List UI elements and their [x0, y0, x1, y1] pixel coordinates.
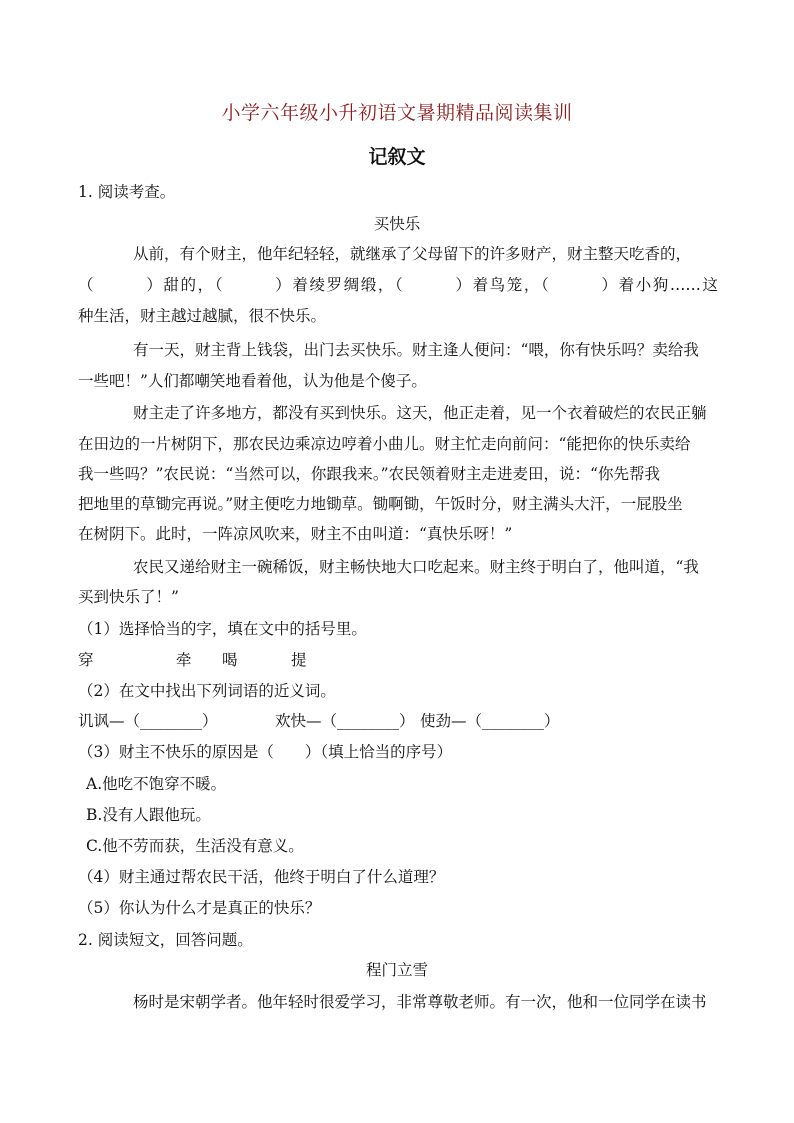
paragraph-line: 在树阴下。此时，一阵凉风吹来，财主不由叫道：“真快乐呀！” [78, 525, 513, 543]
section-title: 记叙文 [368, 146, 426, 168]
option-word: 牵 [176, 651, 192, 669]
choice-b: B.没有人跟他玩。 [86, 806, 211, 824]
sub-question-3: （3）财主不快乐的原因是（ ）（填上恰当的序号） [78, 743, 453, 761]
paragraph-line: 种生活，财主越过越腻，很不快乐。 [78, 307, 327, 325]
sub-question-2: （2）在文中找出下列词语的近义词。 [78, 682, 336, 700]
paragraph-line: 从前，有个财主，他年纪轻轻，就继承了父母留下的许多财产，财主整天吃香的， [133, 245, 692, 263]
paragraph-line: 农民又递给财主一碗稀饭，财主畅快地大口吃起来。财主终于明白了，他叫道，“我 [133, 558, 699, 576]
option-word: 提 [291, 651, 307, 669]
synonym-blank: 使劲—（________） [420, 712, 560, 730]
choice-c: C.他不劳而获，生活没有意义。 [86, 837, 304, 855]
document-title: 小学六年级小升初语文暑期精品阅读集训 [221, 102, 573, 124]
choice-a: A.他吃不饱穿不暖。 [86, 775, 227, 793]
sub-question-5: （5）你认为什么才是真正的快乐？ [78, 899, 321, 917]
story-title: 程门立雪 [365, 961, 428, 979]
paragraph-line: （ ）甜的，（ ）着绫罗绸缎，（ ）着鸟笼，（ ）着小狗……这 [78, 276, 718, 294]
paragraph-line: 有一天，财主背上钱袋，出门去买快乐。财主逢人便问：“喂，你有快乐吗？卖给我 [133, 341, 699, 359]
paragraph-line: 一些吧！”人们都嘲笑地看着他，认为他是个傻子。 [78, 372, 427, 390]
option-word: 穿 [78, 651, 94, 669]
paragraph-line: 财主走了许多地方，都没有买到快乐。这天，他正走着，见一个衣着破烂的农民正躺 [133, 404, 707, 422]
sub-question-1: （1）选择恰当的字，填在文中的括号里。 [78, 620, 367, 638]
question-2-heading: 2. 阅读短文，回答问题。 [78, 931, 253, 949]
sub-question-4: （4）财主通过帮农民干活，他终于明白了什么道理？ [78, 868, 445, 886]
option-word: 喝 [222, 651, 238, 669]
story-title: 买快乐 [373, 215, 421, 233]
synonym-blank: 讥讽—（________） [78, 712, 218, 730]
paragraph-line: 我一些吗？”农民说：“当然可以，你跟我来。”农民领着财主走进麦田，说：“你先帮我 [78, 465, 660, 483]
synonym-blank: 欢快—（________） [275, 712, 415, 730]
paragraph-line: 把地里的草锄完再说。”财主便吃力地锄草。锄啊锄，午饭时分，财主满头大汗，一屁股坐 [78, 495, 683, 513]
paragraph-line: 买到快乐了！” [78, 588, 179, 606]
paragraph-line: 杨时是宋朝学者。他年轻时很爱学习，非常尊敬老师。有一次，他和一位同学在读书 [133, 993, 707, 1011]
question-1-heading: 1. 阅读考查。 [78, 183, 176, 201]
paragraph-line: 在田边的一片树阴下，那农民边乘凉边哼着小曲儿。财主忙走向前问：“能把你的快乐卖给 [78, 435, 691, 453]
